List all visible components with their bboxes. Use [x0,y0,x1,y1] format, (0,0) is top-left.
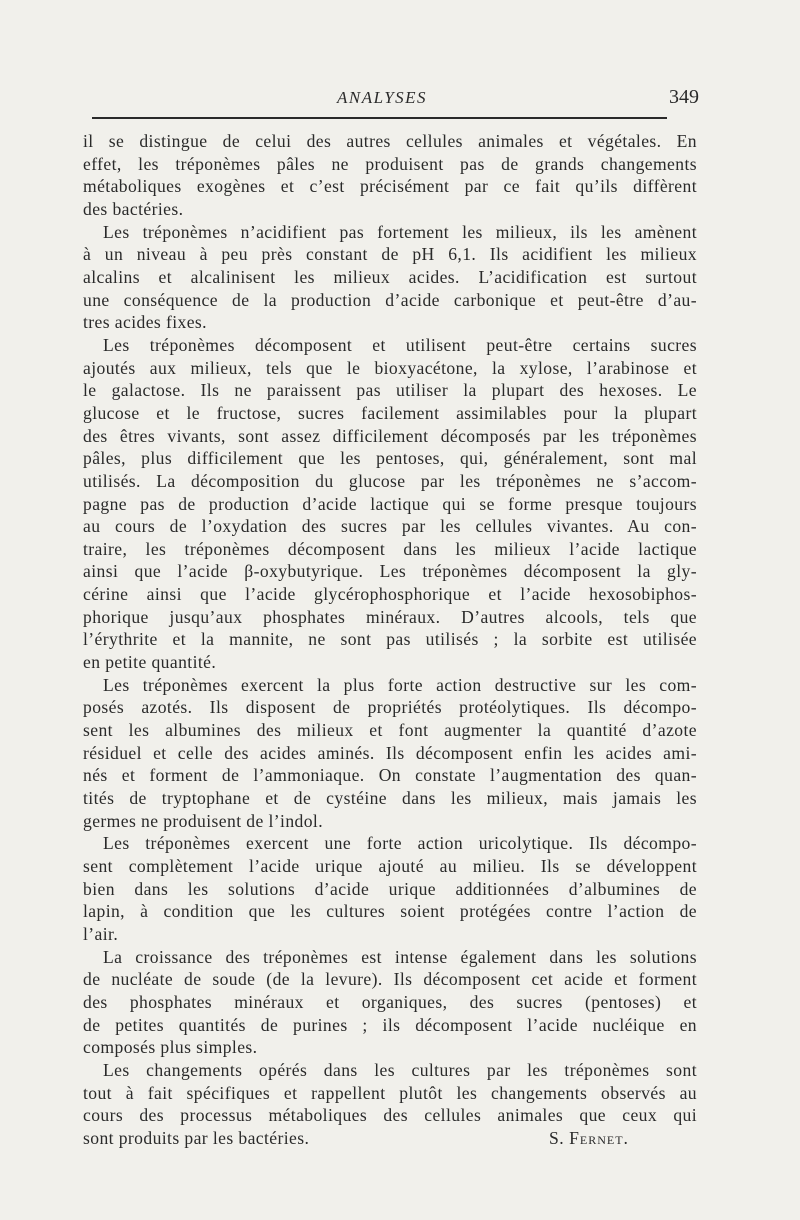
text-line: à un niveau à peu près constant de pH 6,1. Ils acidifient les milieux [83,244,697,265]
text-line: tout à fait spécifiques et rappellent plutôt les changements observés au [83,1082,697,1103]
text-line: pâles, plus difficilement que les pentoses, qui, généralement, sont mal [83,448,697,469]
text-line: l’érythrite et la mannite, ne sont pas utilisés ; la sorbite est utilisée [83,629,697,650]
text-line: posés azotés. Ils disposent de propriétés protéolytiques. Ils décompo- [83,697,697,718]
text-line: bien dans les solutions d’acide urique additionnées d’albumines de [83,878,697,899]
text-line: une conséquence de la production d’acide carbonique et peut-être d’au- [83,289,697,310]
text-line: résiduel et celle des acides aminés. Ils décomposent enfin les acides ami- [83,742,697,763]
text-line: phorique jusqu’aux phosphates minéraux. D’autres alcools, tels que [83,606,697,627]
page-number: 349 [669,86,699,108]
text-line: pagne pas de production d’acide lactique qui se forme presque toujours [83,493,697,514]
text-line: glucose et le fructose, sucres facilement assimilables pour la plupart [83,402,697,423]
text-line: cérine ainsi que l’acide glycérophosphorique et l’acide hexosobiphos- [83,584,697,605]
paragraph-first-line: Les tréponèmes n’acidifient pas fortement les milieux, ils les amènent [103,221,697,242]
text-line: ajoutés aux milieux, tels que le bioxyacétone, la xylose, l’arabinose et [83,357,697,378]
text-line: traire, les tréponèmes décomposent dans les milieux l’acide lactique [83,538,697,559]
text-line: composés plus simples. [83,1037,258,1058]
paragraph-first-line: Les changements opérés dans les cultures par les tréponèmes sont [103,1059,697,1080]
text-line: tres acides fixes. [83,312,207,333]
running-title: ANALYSES [337,88,428,107]
paragraph-first-line: La croissance des tréponèmes est intense également dans les solutions [103,946,697,967]
author-signature [549,1127,629,1150]
text-line: l’air. [83,923,119,944]
text-line: alcalins et alcalinisent les milieux acides. L’acidification est surtout [83,266,697,287]
text-line: il se distingue de celui des autres cellules animales et végétales. En [83,131,697,151]
text-line: de nucléate de soude (de la levure). Ils décomposent cet acide et forment [83,969,697,990]
text-line: sent les albumines des milieux et font augmenter la quantité d’azote [83,720,697,741]
paragraph-first-line: Les tréponèmes exercent une forte action uricolytique. Ils décompo- [103,833,697,854]
closing-text: sont produits par les bactéries. [83,1127,310,1148]
text-line: lapin, à condition que les cultures soient protégées contre l’action de [83,901,697,922]
text-line: ainsi que l’acide β-oxybutyrique. Les tréponèmes décomposent la gly- [83,561,697,582]
signature-line [83,1127,697,1150]
text-line: sent complètement l’acide urique ajouté au milieu. Ils se développent [83,856,697,876]
text-line: en petite quantité. [83,652,217,673]
text-line: des bactéries. [83,198,184,219]
author-surname: Fernet. [569,1127,629,1148]
text-line: utilisés. La décomposition du glucose par les tréponèmes ne s’accom- [83,470,697,491]
text-line: nés et forment de l’ammoniaque. On constate l’augmentation des quan- [83,765,697,786]
text-line: métaboliques exogènes et c’est précisément par ce fait qu’ils diffèrent [83,176,697,197]
author-initial: S. [549,1127,565,1148]
text-line: au cours de l’oxydation des sucres par les cellules vivantes. Au con- [83,516,697,537]
text-line: tités de tryptophane et de cystéine dans les milieux, mais jamais les [83,788,697,809]
text-line: effet, les tréponèmes pâles ne produisent pas de grands changements [83,153,697,174]
paragraph-first-line: Les tréponèmes décomposent et utilisent peut-être certains sucres [103,334,697,355]
text-line: le galactose. Ils ne paraissent pas utiliser la plupart des hexoses. Le [83,380,697,401]
article-body [83,130,697,1150]
text-line: des êtres vivants, sont assez difficilement décomposés par les tréponèmes [83,425,697,446]
text-line: de petites quantités de purines ; ils décomposent l’acide nucléique en [83,1014,697,1035]
paragraph-first-line: Les tréponèmes exercent la plus forte action destructive sur les com- [103,674,697,695]
text-line: cours des processus métaboliques des cellules animales que ceux qui [83,1105,697,1126]
text-line: des phosphates minéraux et organiques, des sucres (pentoses) et [83,991,697,1012]
text-line: germes ne produisent de l’indol. [83,810,323,831]
header-rule [92,117,667,119]
